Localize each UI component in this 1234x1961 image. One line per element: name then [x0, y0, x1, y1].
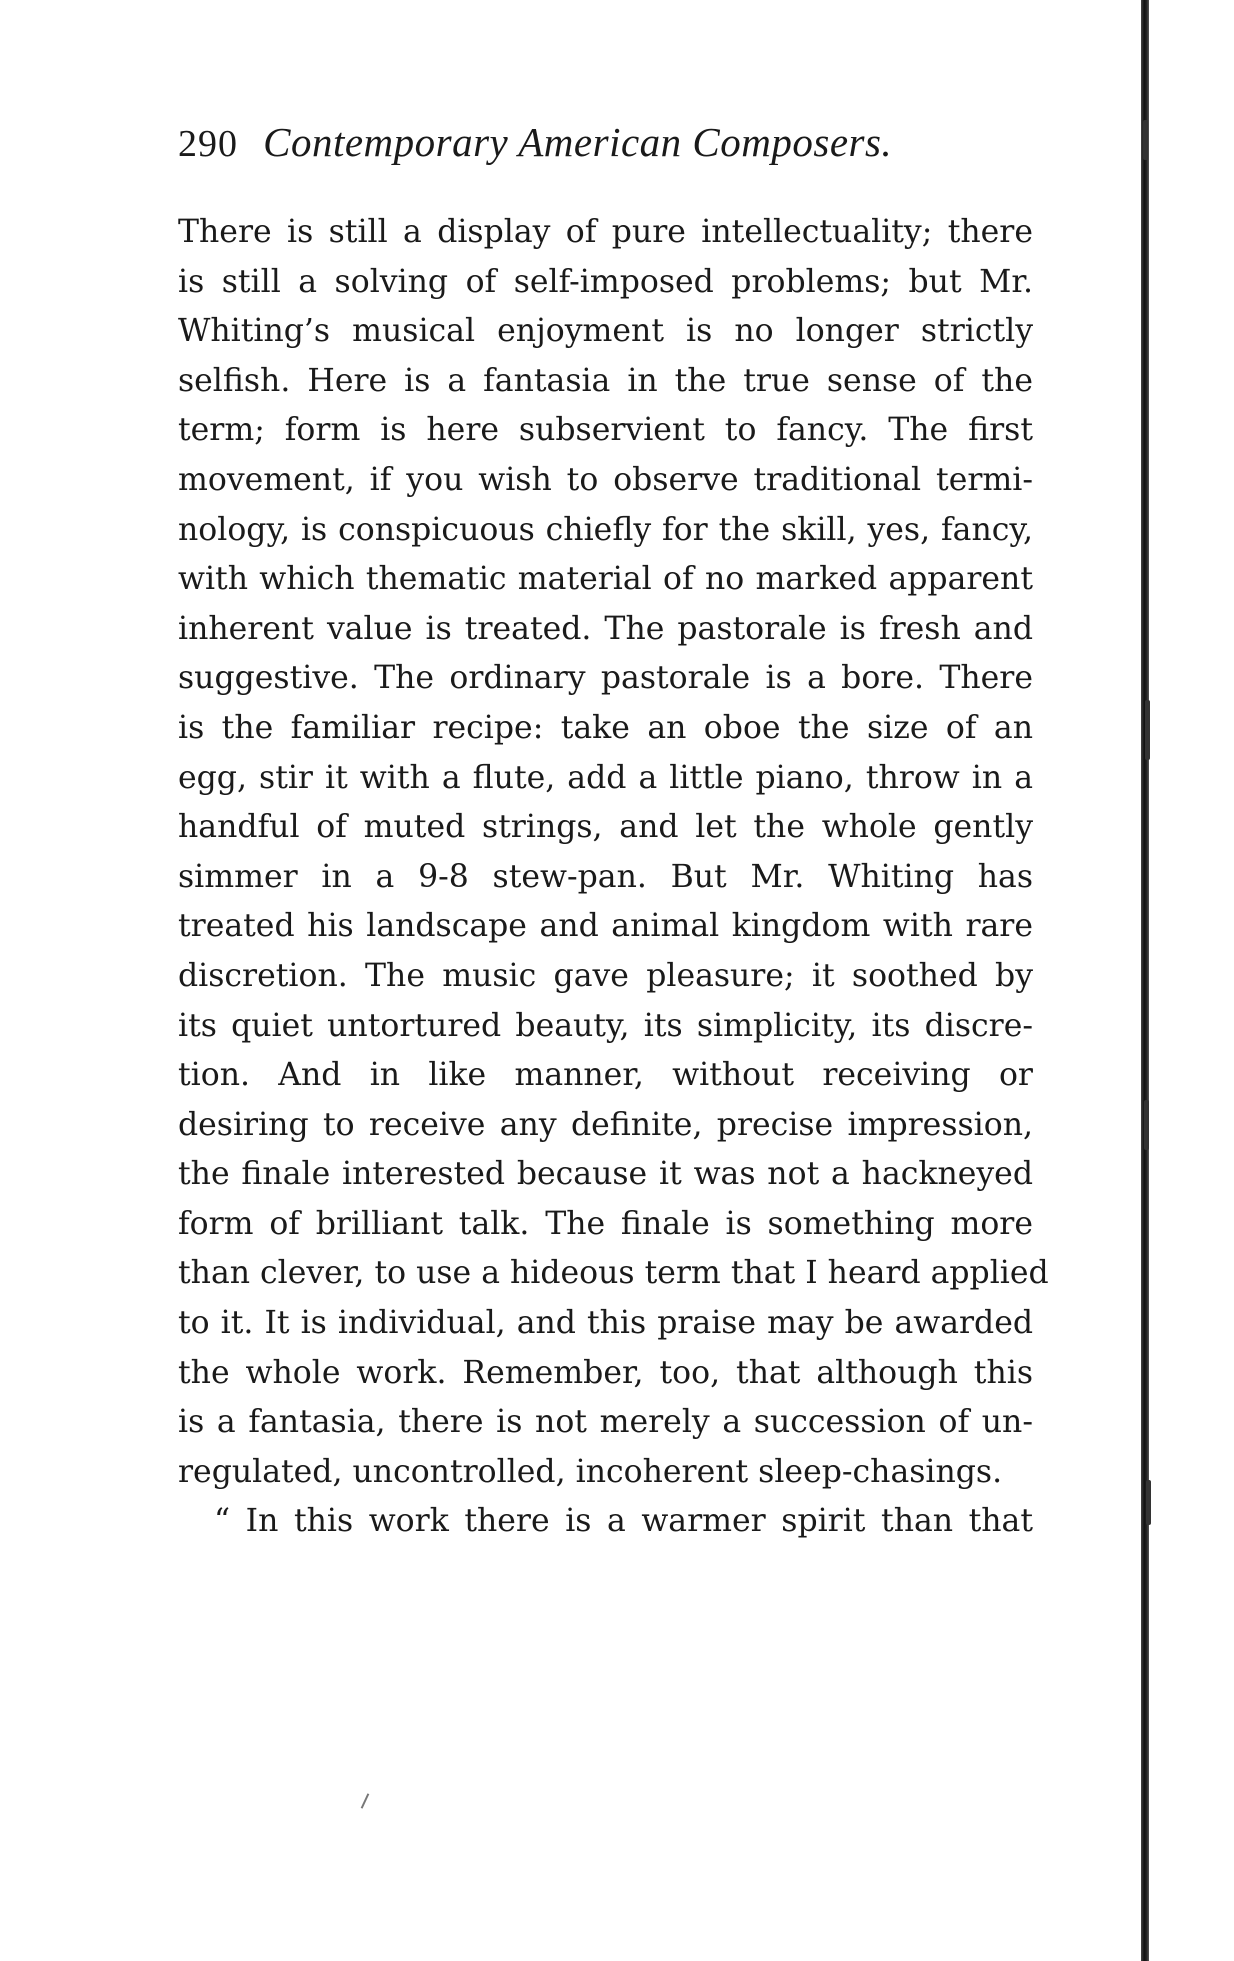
text-line: the whole work. Remember, too, that although this	[178, 1354, 1033, 1391]
edge-mark	[1143, 120, 1148, 160]
text-line: than clever, to use a hideous term that I heard applied	[178, 1255, 1049, 1292]
text-line: movement, if you wish to observe traditional termi-	[178, 461, 1033, 498]
text-line: is a fantasia, there is not merely a succession of un-	[178, 1404, 1033, 1441]
text-line: egg, stir it with a flute, add a little piano, throw in a	[178, 759, 1033, 796]
text-line: desiring to receive any definite, precise impression,	[178, 1106, 1033, 1143]
text-line: inherent value is treated. The pastorale is fresh and	[178, 610, 1033, 647]
text-line: handful of muted strings, and let the whole gently	[178, 809, 1033, 846]
text-line: suggestive. The ordinary pastorale is a bore. There	[178, 660, 1033, 697]
body-text	[178, 208, 1049, 1547]
text-line: discretion. The music gave pleasure; it soothed by	[178, 957, 1033, 994]
edge-mark	[1144, 1100, 1149, 1150]
text-line: the finale interested because it was not a hackneyed	[178, 1156, 1033, 1193]
text-line: term; form is here subservient to fancy. The first	[178, 412, 1033, 449]
text-line: There is still a display of pure intellectuality; there	[178, 214, 1033, 250]
text-line: to it. It is individual, and this praise may be awarded	[178, 1305, 1033, 1342]
running-head: Contemporary American Composers.	[263, 119, 893, 165]
page-header	[178, 118, 1038, 178]
page-number: 290	[178, 123, 238, 165]
stray-mark	[361, 1793, 370, 1808]
text-line: treated his landscape and animal kingdom with rare	[178, 908, 1033, 945]
text-line: is still a solving of self-imposed problems; but Mr.	[178, 263, 1033, 300]
edge-mark	[1146, 1480, 1151, 1525]
text-line: form of brilliant talk. The finale is something more	[178, 1205, 1033, 1242]
text-line: is the familiar recipe: take an oboe the size of an	[178, 709, 1033, 746]
text-line: nology, is conspicuous chiefly for the skill, yes, fancy,	[178, 511, 1033, 548]
paragraph-end-line: regulated, uncontrolled, incoherent sleep-chasings.	[178, 1453, 1003, 1490]
page-binding-edge	[1141, 0, 1149, 1961]
edge-mark	[1145, 700, 1150, 760]
text-line: Whiting’s musical enjoyment is no longer strictly	[178, 313, 1033, 350]
text-line: selfish. Here is a fantasia in the true sense of the	[178, 362, 1033, 399]
text-line: simmer in a 9-8 stew-pan. But Mr. Whiting has	[178, 858, 1033, 895]
text-line: its quiet untortured beauty, its simplicity, its discre-	[178, 1007, 1033, 1044]
text-line: with which thematic material of no marked apparent	[178, 561, 1033, 598]
text-line: tion. And in like manner, without receiving or	[178, 1057, 1033, 1094]
new-paragraph-line: “ In this work there is a warmer spirit than that	[214, 1503, 1033, 1540]
